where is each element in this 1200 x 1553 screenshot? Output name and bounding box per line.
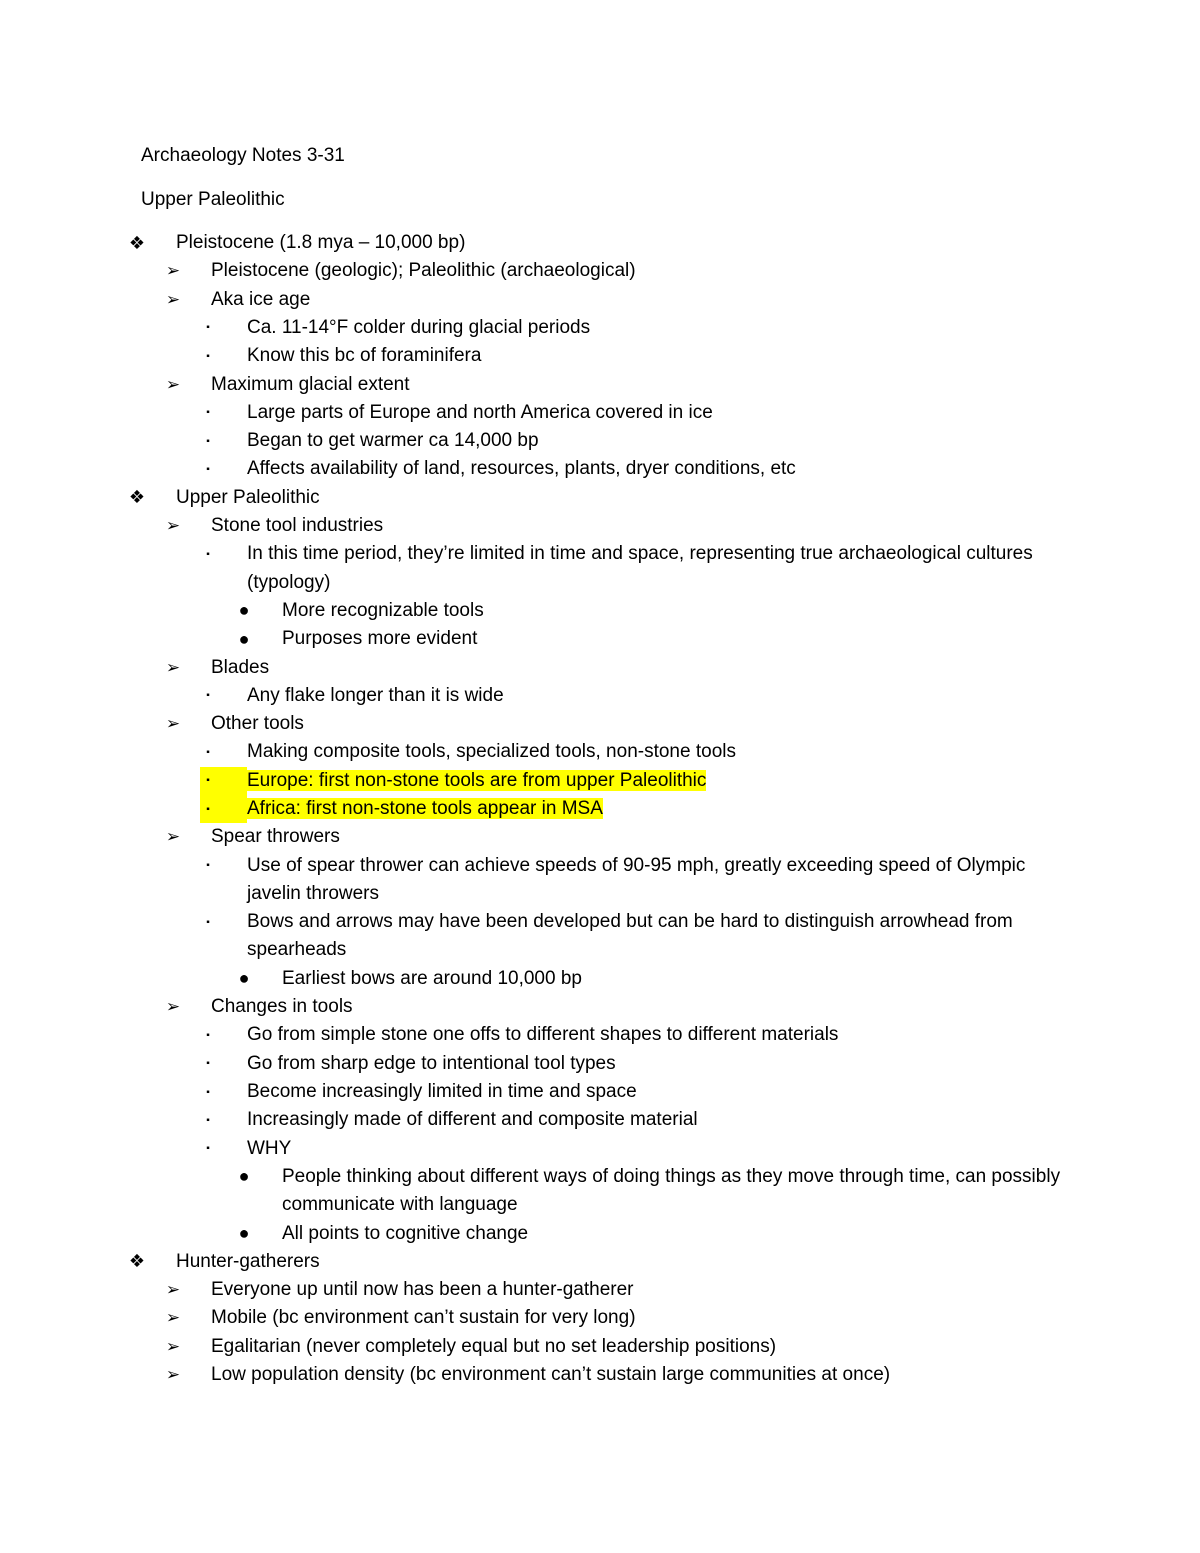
outline-item-level-1: [176, 229, 1006, 257]
outline-item-text: Egalitarian (never completely equal but no set leadership positions): [211, 1335, 777, 1357]
square-bullet-icon: ▪: [206, 1143, 210, 1155]
outline-item-text: All points to cognitive change: [282, 1222, 529, 1244]
arrowhead-icon: ➢: [165, 657, 181, 677]
outline-item-level-3: [247, 314, 1077, 342]
outline-item-level-3: [247, 682, 1077, 710]
outline-item-level-3: [247, 427, 1077, 455]
outline-item-level-3: [247, 540, 1077, 597]
outline-item-text: Purposes more evident: [282, 628, 478, 650]
outline-item-level-3: [247, 1078, 1077, 1106]
outline-item-level-2: [211, 371, 1041, 399]
outline-item-text: Europe: first non-stone tools are from upper Paleolithic: [247, 769, 707, 791]
square-bullet-icon: ▪: [206, 746, 210, 758]
outline-item-level-4: [282, 597, 1112, 625]
square-bullet-icon: ▪: [206, 1029, 210, 1041]
outline-item-text: Use of spear thrower can achieve speeds of 90-95 mph, greatly exceeding speed of Olympic javelin throwers: [247, 854, 1026, 904]
diamond-cluster-icon: ❖: [128, 1251, 146, 1272]
outline-item-text: Increasingly made of different and composite material: [247, 1109, 698, 1131]
square-bullet-icon: ▪: [206, 463, 210, 475]
outline-item-level-3: [247, 342, 1077, 370]
square-bullet-icon: ▪: [206, 322, 210, 334]
square-bullet-icon: ▪: [206, 803, 210, 815]
outline-item-text: Changes in tools: [211, 996, 353, 1018]
outline-item-level-4: [282, 625, 1112, 653]
outline-item-text: Blades: [211, 656, 270, 678]
document-title: Archaeology Notes 3-31: [141, 145, 345, 166]
outline-item-level-3: [247, 1050, 1077, 1078]
arrowhead-icon: ➢: [165, 827, 181, 847]
arrowhead-icon: ➢: [165, 997, 181, 1017]
outline-item-level-3: [247, 399, 1077, 427]
outline-item-text: Low population density (bc environment can’t sustain large communities at once): [211, 1364, 891, 1385]
outline-item-text: Africa: first non-stone tools appear in MSA: [247, 798, 603, 819]
outline-item-level-2: [211, 286, 1041, 314]
outline-item-text: Began to get warmer ca 14,000 bp: [247, 430, 539, 452]
square-bullet-icon: ▪: [206, 1086, 210, 1098]
square-bullet-icon: ▪: [206, 1114, 210, 1126]
outline-item-text: More recognizable tools: [282, 599, 484, 621]
outline-item-level-2: [211, 1276, 1041, 1304]
outline-item-text: Bows and arrows may have been developed but can be hard to distinguish arrowhead from spearheads: [247, 911, 1013, 961]
outline-item-level-2: [211, 1333, 1041, 1361]
diamond-cluster-icon: ❖: [128, 487, 146, 508]
outline-item-level-3: [247, 852, 1077, 909]
square-bullet-icon: ▪: [206, 435, 210, 447]
round-bullet-icon: ●: [238, 628, 250, 649]
outline-item-text: WHY: [247, 1137, 292, 1159]
outline-item-level-3: [247, 767, 1077, 795]
outline-item-level-3: [247, 1135, 1077, 1163]
square-bullet-icon: ▪: [206, 860, 210, 872]
outline-item-level-2: [211, 710, 1041, 738]
square-bullet-icon: ▪: [206, 916, 210, 928]
outline-item-text: Spear throwers: [211, 826, 340, 848]
outline-item-level-1: [176, 484, 1006, 512]
outline-item-level-3: [247, 738, 1077, 766]
outline-item-text: Affects availability of land, resources, plants, dryer conditions, etc: [247, 458, 796, 480]
arrowhead-icon: ➢: [165, 289, 181, 309]
outline-item-level-2: [211, 654, 1041, 682]
outline-item-level-4: [282, 1163, 1112, 1220]
outline-item-level-3: [247, 455, 1077, 483]
outline-item-text: Earliest bows are around 10,000 bp: [282, 967, 582, 989]
outline-item-text: Know this bc of foraminifera: [247, 345, 482, 367]
square-bullet-icon: ▪: [206, 350, 210, 362]
outline-item-text: Pleistocene (1.8 mya – 10,000 bp): [176, 232, 466, 253]
square-bullet-icon: ▪: [206, 775, 210, 787]
arrowhead-icon: ➢: [165, 516, 181, 535]
outline-item-level-3: [247, 908, 1077, 965]
outline-item-level-4: [282, 1220, 1112, 1248]
round-bullet-icon: ●: [238, 1223, 250, 1243]
arrowhead-icon: ➢: [165, 1336, 181, 1356]
arrowhead-icon: ➢: [165, 714, 181, 734]
arrowhead-icon: ➢: [165, 1308, 181, 1328]
square-bullet-icon: ▪: [206, 407, 210, 419]
square-bullet-icon: ▪: [206, 690, 210, 702]
outline-item-text: Stone tool industries: [211, 515, 384, 536]
arrowhead-icon: ➢: [165, 261, 181, 281]
outline-item-level-2: [211, 257, 1041, 285]
outline-item-level-3: [247, 1106, 1077, 1134]
arrowhead-icon: ➢: [165, 374, 181, 394]
outline-item-level-4: [282, 965, 1112, 993]
outline-item-level-1: [176, 1248, 1006, 1276]
outline-item-text: Become increasingly limited in time and space: [247, 1081, 637, 1102]
outline-item-text: Maximum glacial extent: [211, 373, 410, 395]
document-subtitle: Upper Paleolithic: [141, 189, 285, 210]
outline-item-level-3: [247, 795, 1077, 823]
outline-item-level-2: [211, 1361, 1041, 1389]
square-bullet-icon: ▪: [206, 1058, 210, 1070]
outline-item-text: Go from sharp edge to intentional tool types: [247, 1052, 616, 1074]
arrowhead-icon: ➢: [165, 1280, 181, 1300]
round-bullet-icon: ●: [238, 600, 250, 621]
outline-item-text: Everyone up until now has been a hunter-gatherer: [211, 1279, 634, 1301]
outline-item-text: Aka ice age: [211, 288, 311, 310]
round-bullet-icon: ●: [238, 968, 250, 989]
outline-item-text: Large parts of Europe and north America covered in ice: [247, 401, 713, 423]
diamond-cluster-icon: ❖: [128, 232, 146, 253]
outline-item-text: Any flake longer than it is wide: [247, 684, 504, 706]
outline-item-level-2: [211, 512, 1041, 540]
outline-item-text: Other tools: [211, 713, 304, 735]
round-bullet-icon: ●: [238, 1166, 250, 1187]
square-bullet-icon: ▪: [206, 548, 210, 560]
outline-item-text: In this time period, they’re limited in time and space, representing true archaeological cultures (typology): [247, 543, 1033, 593]
outline-item-level-3: [247, 1021, 1077, 1049]
outline-item-level-2: [211, 1304, 1041, 1332]
outline-item-text: Making composite tools, specialized tools, non-stone tools: [247, 741, 736, 763]
outline-item-text: Go from simple stone one offs to different shapes to different materials: [247, 1024, 839, 1046]
outline-item-text: Ca. 11-14°F colder during glacial periods: [247, 316, 591, 338]
outline-item-text: People thinking about different ways of doing things as they move through time, can possibly communicate with language: [282, 1165, 1061, 1216]
outline-item-level-2: [211, 993, 1041, 1021]
outline-item-text: Pleistocene (geologic); Paleolithic (archaeological): [211, 260, 636, 282]
outline-item-text: Mobile (bc environment can’t sustain for very long): [211, 1307, 636, 1329]
outline-item-level-2: [211, 823, 1041, 851]
arrowhead-icon: ➢: [165, 1365, 181, 1384]
outline-item-text: Upper Paleolithic: [176, 486, 320, 508]
outline-item-text: Hunter-gatherers: [176, 1250, 320, 1272]
